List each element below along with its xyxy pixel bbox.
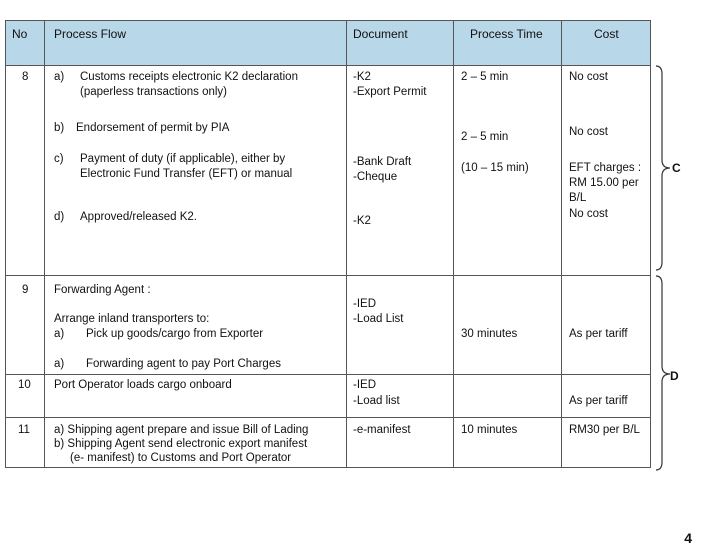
document-text: -K2 bbox=[353, 215, 371, 227]
flow-text: Electronic Fund Transfer (EFT) or manual bbox=[80, 168, 293, 180]
cost-text: No cost bbox=[569, 71, 608, 83]
row-divider bbox=[6, 417, 650, 418]
document-text: -e-manifest bbox=[353, 424, 411, 436]
cost-text: RM30 per B/L bbox=[569, 424, 640, 436]
time-text: 2 – 5 min bbox=[461, 71, 509, 83]
process-table bbox=[5, 20, 651, 468]
col-divider bbox=[44, 21, 45, 467]
col-divider bbox=[453, 21, 454, 467]
flow-text: a) Shipping agent prepare and issue Bill of Lading bbox=[54, 424, 309, 436]
flow-text: Arrange inland transporters to: bbox=[54, 313, 210, 325]
brace-d-label: D bbox=[670, 369, 679, 383]
flow-text: (e- manifest) to Customs and Port Operator bbox=[70, 452, 292, 464]
time-text: 2 – 5 min bbox=[461, 131, 509, 143]
time-text: 30 minutes bbox=[461, 328, 518, 340]
document-text: -IED bbox=[353, 379, 376, 391]
cost-text: No cost bbox=[569, 208, 608, 220]
flow-text: Payment of duty (if applicable), either by bbox=[80, 153, 286, 165]
header-document: Document bbox=[353, 27, 408, 41]
cost-text: B/L bbox=[569, 192, 587, 204]
item-letter: d) bbox=[54, 211, 65, 223]
flow-text: Forwarding Agent : bbox=[54, 284, 151, 296]
row-divider bbox=[6, 275, 650, 276]
item-letter: a) bbox=[54, 358, 65, 370]
cost-text: No cost bbox=[569, 126, 608, 138]
flow-text: Port Operator loads cargo onboard bbox=[54, 379, 232, 391]
flow-text: Pick up goods/cargo from Exporter bbox=[86, 328, 264, 340]
time-text: 10 minutes bbox=[461, 424, 518, 436]
flow-text: Forwarding agent to pay Port Charges bbox=[86, 358, 281, 370]
document-text: -Export Permit bbox=[353, 86, 427, 98]
brace-c-label: C bbox=[672, 161, 681, 175]
flow-text: Endorsement of permit by PIA bbox=[76, 122, 230, 134]
header-process-time: Process Time bbox=[470, 27, 543, 41]
document-text: -Load List bbox=[353, 313, 404, 325]
item-letter: a) bbox=[54, 328, 65, 340]
header-process-flow: Process Flow bbox=[54, 27, 127, 41]
flow-text: (paperless transactions only) bbox=[80, 86, 228, 98]
col-divider bbox=[561, 21, 562, 467]
document-text: -Bank Draft bbox=[353, 156, 412, 168]
row-number: 10 bbox=[18, 379, 31, 391]
cost-text: As per tariff bbox=[569, 328, 628, 340]
flow-text: b) Shipping Agent send electronic export manifest bbox=[54, 438, 308, 450]
document-text: -Cheque bbox=[353, 171, 398, 183]
row-number: 9 bbox=[22, 284, 29, 296]
col-divider bbox=[346, 21, 347, 467]
header-no: No bbox=[12, 27, 28, 41]
document-text: -IED bbox=[353, 298, 376, 310]
document-text: -Load list bbox=[353, 395, 400, 407]
page-number: 4 bbox=[684, 530, 692, 546]
item-letter: b) bbox=[54, 122, 65, 134]
cost-text: EFT charges : bbox=[569, 162, 642, 174]
flow-text: Approved/released K2. bbox=[80, 211, 197, 223]
cost-text: RM 15.00 per bbox=[569, 177, 639, 189]
flow-text: Customs receipts electronic K2 declaration bbox=[80, 71, 298, 83]
row-divider bbox=[6, 374, 650, 375]
time-text: (10 – 15 min) bbox=[461, 162, 529, 174]
cost-text: As per tariff bbox=[569, 395, 628, 407]
item-letter: c) bbox=[54, 153, 64, 165]
item-letter: a) bbox=[54, 71, 65, 83]
row-number: 11 bbox=[18, 424, 30, 436]
document-text: -K2 bbox=[353, 71, 371, 83]
header-cost: Cost bbox=[594, 27, 619, 41]
row-number: 8 bbox=[22, 71, 29, 83]
